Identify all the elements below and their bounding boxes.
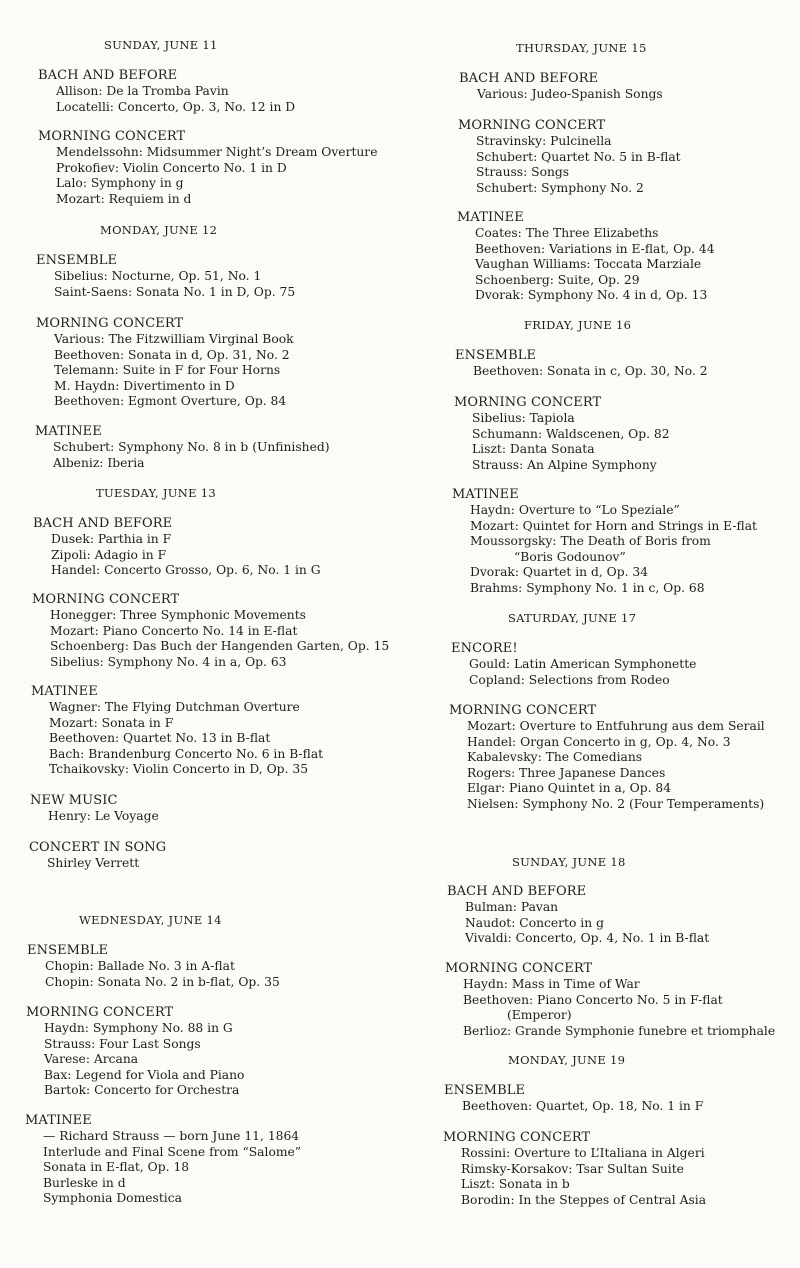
program-item: M. Haydn: Divertimento in D bbox=[54, 378, 235, 393]
day-heading-saturday-june-17: SATURDAY, JUNE 17 bbox=[508, 611, 637, 625]
section-title: BACH AND BEFORE bbox=[447, 884, 587, 899]
section-title: ENCORE! bbox=[451, 641, 518, 656]
program-item: Haydn: Mass in Time of War bbox=[463, 977, 640, 991]
program-item: Various: Judeo-Spanish Songs bbox=[477, 87, 663, 101]
section-bach-and-before bbox=[38, 67, 295, 115]
section-matinee bbox=[31, 683, 323, 778]
section-title: MORNING CONCERT bbox=[36, 316, 184, 331]
program-item: Rogers: Three Japanese Dances bbox=[467, 765, 666, 780]
section-concert-in-song bbox=[29, 839, 166, 872]
program-item-continuation: (Emperor) bbox=[507, 1008, 572, 1023]
section-morning-concert bbox=[38, 128, 377, 207]
section-title: MORNING CONCERT bbox=[38, 129, 186, 144]
program-item: Tchaikovsky: Violin Concerto in D, Op. 35 bbox=[49, 762, 309, 777]
day-heading-sunday-june-18: SUNDAY, JUNE 18 bbox=[512, 855, 626, 869]
program-item: Berlioz: Grande Symphonie funebre et triomphale bbox=[463, 1023, 776, 1038]
program-item: Vaughan Williams: Toccata Marziale bbox=[475, 257, 702, 272]
day-heading-thursday-june-15: THURSDAY, JUNE 15 bbox=[516, 41, 647, 55]
section-bach-and-before bbox=[33, 515, 321, 579]
program-item: Burleske in d bbox=[43, 1175, 126, 1190]
program-item: Allison: De la Tromba Pavin bbox=[56, 84, 229, 98]
section-title: MATINEE bbox=[35, 424, 102, 439]
program-item: Bax: Legend for Viola and Piano bbox=[44, 1067, 245, 1082]
section-title: MATINEE bbox=[452, 487, 519, 502]
day-heading-sunday-june-11: SUNDAY, JUNE 11 bbox=[104, 38, 218, 52]
section-title: MORNING CONCERT bbox=[458, 118, 606, 133]
program-item: Sibelius: Nocturne, Op. 51, No. 1 bbox=[54, 269, 262, 283]
program-item: Varese: Arcana bbox=[44, 1052, 139, 1067]
program-item: Mendelssohn: Midsummer Night’s Dream Overture bbox=[56, 145, 378, 159]
program-item: Bulman: Pavan bbox=[465, 900, 559, 914]
section-title: MATINEE bbox=[457, 210, 524, 225]
program-item: Symphonia Domestica bbox=[43, 1191, 182, 1206]
program-item: Beethoven: Quartet, Op. 18, No. 1 in F bbox=[462, 1099, 704, 1113]
program-item: Albeniz: Iberia bbox=[53, 455, 145, 470]
program-item: Moussorgsky: The Death of Boris from bbox=[470, 534, 711, 549]
program-item: Mozart: Sonata in F bbox=[49, 715, 174, 730]
program-item: Dvorak: Symphony No. 4 in d, Op. 13 bbox=[475, 288, 708, 303]
program-item: Mozart: Overture to Entfuhrung aus dem Serail bbox=[467, 719, 765, 733]
program-item: Beethoven: Sonata in c, Op. 30, No. 2 bbox=[473, 364, 708, 378]
program-item: Beethoven: Variations in E-flat, Op. 44 bbox=[475, 241, 715, 256]
program-item: Borodin: In the Steppes of Central Asia bbox=[461, 1192, 707, 1207]
section-title: BACH AND BEFORE bbox=[33, 516, 173, 531]
program-item: Sibelius: Tapiola bbox=[472, 411, 575, 425]
program-item: Beethoven: Sonata in d, Op. 31, No. 2 bbox=[54, 347, 290, 362]
section-matinee bbox=[35, 423, 330, 471]
program-item: Mozart: Requiem in d bbox=[56, 191, 192, 206]
program-item: Schoenberg: Suite, Op. 29 bbox=[475, 272, 640, 287]
section-morning-concert bbox=[443, 1129, 706, 1208]
program-item: — Richard Strauss — born June 11, 1864 bbox=[43, 1129, 300, 1143]
program-item: Nielsen: Symphony No. 2 (Four Temperaments) bbox=[467, 796, 765, 811]
program-item: Beethoven: Egmont Overture, Op. 84 bbox=[54, 394, 287, 409]
program-item: Dvorak: Quartet in d, Op. 34 bbox=[470, 565, 649, 580]
section-title: MORNING CONCERT bbox=[454, 395, 602, 410]
section-title: MORNING CONCERT bbox=[445, 961, 593, 976]
section-bach-and-before bbox=[459, 70, 663, 103]
section-morning-concert bbox=[445, 960, 775, 1039]
program-item: Elgar: Piano Quintet in a, Op. 84 bbox=[467, 781, 672, 796]
program-item: Handel: Concerto Grosso, Op. 6, No. 1 in G bbox=[51, 563, 321, 578]
section-title: ENSEMBLE bbox=[36, 253, 118, 268]
program-item: Zipoli: Adagio in F bbox=[51, 547, 167, 562]
program-item: Naudot: Concerto in g bbox=[465, 915, 604, 930]
program-item: Wagner: The Flying Dutchman Overture bbox=[49, 700, 300, 714]
section-matinee bbox=[452, 486, 757, 597]
program-item: Henry: Le Voyage bbox=[48, 809, 159, 823]
section-title: MORNING CONCERT bbox=[32, 592, 180, 607]
program-item: Honegger: Three Symphonic Movements bbox=[50, 608, 306, 622]
program-item: Dusek: Parthia in F bbox=[51, 532, 172, 546]
program-item: Rimsky-Korsakov: Tsar Sultan Suite bbox=[461, 1161, 684, 1176]
program-item: Telemann: Suite in F for Four Horns bbox=[54, 363, 281, 378]
section-title: BACH AND BEFORE bbox=[459, 71, 599, 86]
section-matinee bbox=[457, 209, 715, 304]
program-item: Locatelli: Concerto, Op. 3, No. 12 in D bbox=[56, 99, 296, 114]
program-item: Lalo: Symphony in g bbox=[56, 176, 184, 191]
program-item: Sonata in E-flat, Op. 18 bbox=[43, 1160, 190, 1175]
program-item: Beethoven: Piano Concerto No. 5 in F-flat bbox=[463, 992, 723, 1007]
section-encore bbox=[451, 640, 696, 688]
section-title: NEW MUSIC bbox=[30, 793, 118, 808]
program-item: Bach: Brandenburg Concerto No. 6 in B-flat bbox=[49, 746, 324, 761]
section-title: CONCERT IN SONG bbox=[29, 840, 167, 855]
section-title: MATINEE bbox=[31, 684, 98, 699]
program-item: Coates: The Three Elizabeths bbox=[475, 226, 659, 240]
program-item: Gould: Latin American Symphonette bbox=[469, 657, 697, 671]
program-item: Mozart: Quintet for Horn and Strings in E-flat bbox=[470, 518, 757, 533]
program-item: Mozart: Piano Concerto No. 14 in E-flat bbox=[50, 623, 298, 638]
program-item: Strauss: An Alpine Symphony bbox=[472, 457, 657, 472]
section-title: ENSEMBLE bbox=[27, 943, 109, 958]
day-heading-monday-june-12: MONDAY, JUNE 12 bbox=[100, 223, 218, 237]
section-morning-concert bbox=[454, 394, 670, 473]
section-title: MORNING CONCERT bbox=[449, 703, 597, 718]
section-title: MORNING CONCERT bbox=[26, 1005, 174, 1020]
program-item: Handel: Organ Concerto in g, Op. 4, No. 3 bbox=[467, 734, 731, 749]
section-title: BACH AND BEFORE bbox=[38, 68, 178, 83]
section-ensemble bbox=[36, 252, 295, 300]
section-morning-concert bbox=[458, 117, 681, 196]
program-item: Strauss: Songs bbox=[476, 165, 570, 180]
section-ensemble bbox=[444, 1082, 703, 1115]
section-title: ENSEMBLE bbox=[444, 1083, 526, 1098]
program-item: Interlude and Final Scene from “Salome” bbox=[43, 1144, 302, 1159]
program-item: Kabalevsky: The Comedians bbox=[467, 750, 643, 765]
day-heading-monday-june-19: MONDAY, JUNE 19 bbox=[508, 1053, 626, 1067]
program-item: Schumann: Waldscenen, Op. 82 bbox=[472, 426, 670, 441]
section-morning-concert bbox=[449, 702, 765, 813]
program-item: Beethoven: Quartet No. 13 in B-flat bbox=[49, 731, 271, 746]
section-title: MATINEE bbox=[25, 1113, 92, 1128]
program-item: Shirley Verrett bbox=[47, 856, 140, 870]
program-item: Saint-Saens: Sonata No. 1 in D, Op. 75 bbox=[54, 284, 296, 299]
section-title: ENSEMBLE bbox=[455, 348, 537, 363]
program-item: Bartok: Concerto for Orchestra bbox=[44, 1083, 240, 1098]
program-item: Sibelius: Symphony No. 4 in a, Op. 63 bbox=[50, 654, 287, 669]
program-item: Various: The Fitzwilliam Virginal Book bbox=[54, 332, 294, 346]
section-ensemble bbox=[27, 942, 280, 990]
program-item: Schubert: Quartet No. 5 in B-flat bbox=[476, 149, 681, 164]
day-heading-tuesday-june-13: TUESDAY, JUNE 13 bbox=[96, 486, 216, 500]
program-item: Vivaldi: Concerto, Op. 4, No. 1 in B-flat bbox=[465, 931, 710, 946]
day-heading-wednesday-june-14: WEDNESDAY, JUNE 14 bbox=[79, 913, 222, 927]
section-morning-concert bbox=[36, 315, 294, 410]
day-heading-friday-june-16: FRIDAY, JUNE 16 bbox=[524, 318, 632, 332]
section-bach-and-before bbox=[447, 883, 709, 947]
section-title: MORNING CONCERT bbox=[443, 1130, 591, 1145]
program-item: Schoenberg: Das Buch der Hangenden Garten, Op. 15 bbox=[50, 639, 390, 654]
program-item: Rossini: Overture to L’Italiana in Algeri bbox=[461, 1146, 705, 1160]
program-item: Brahms: Symphony No. 1 in c, Op. 68 bbox=[470, 580, 705, 595]
program-item: Chopin: Sonata No. 2 in b-flat, Op. 35 bbox=[45, 974, 280, 989]
program-item: Chopin: Ballade No. 3 in A-flat bbox=[45, 959, 235, 973]
program-item: Stravinsky: Pulcinella bbox=[476, 134, 612, 148]
section-new-music bbox=[30, 792, 159, 825]
program-item: Liszt: Sonata in b bbox=[461, 1177, 570, 1192]
section-ensemble bbox=[455, 347, 708, 380]
program-item: Schubert: Symphony No. 8 in b (Unfinished) bbox=[53, 440, 330, 454]
program-item-continuation: “Boris Godounov” bbox=[514, 549, 626, 564]
program-item: Haydn: Overture to “Lo Speziale” bbox=[470, 503, 680, 517]
program-item: Schubert: Symphony No. 2 bbox=[476, 180, 644, 195]
program-item: Haydn: Symphony No. 88 in G bbox=[44, 1021, 233, 1035]
section-morning-concert bbox=[26, 1004, 244, 1099]
program-item: Strauss: Four Last Songs bbox=[44, 1036, 201, 1051]
program-item: Copland: Selections from Rodeo bbox=[469, 672, 670, 687]
section-morning-concert bbox=[32, 591, 389, 670]
program-item: Prokofiev: Violin Concerto No. 1 in D bbox=[56, 160, 287, 175]
section-matinee bbox=[25, 1112, 301, 1207]
program-item: Liszt: Danta Sonata bbox=[472, 442, 595, 457]
